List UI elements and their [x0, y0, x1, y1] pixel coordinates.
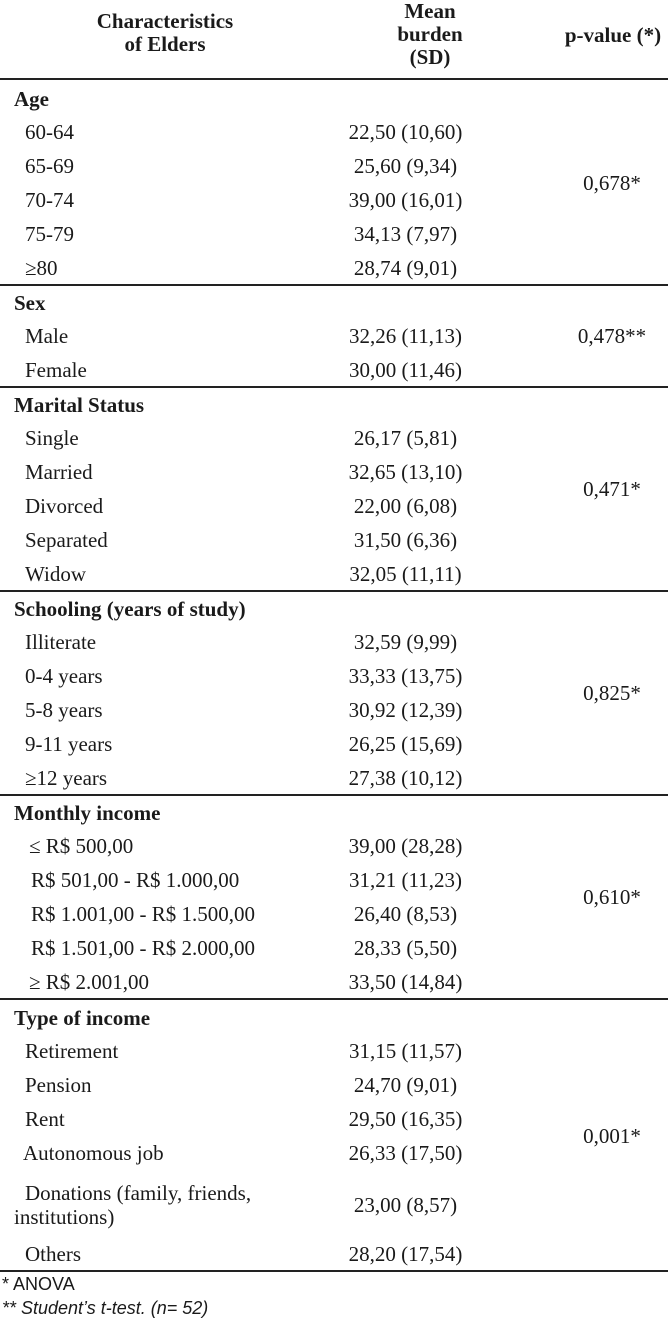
header-mean-burden — [355, 0, 505, 69]
row-label: Divorced — [25, 494, 104, 518]
section-title-marital-status: Marital Status — [14, 393, 145, 417]
footnote-anova: * ANOVA — [2, 1274, 75, 1294]
row-value: 32,26 (11,13) — [349, 324, 462, 348]
row-value: 27,38 (10,12) — [348, 766, 463, 790]
section-divider — [0, 284, 668, 286]
row-label: Widow — [25, 562, 86, 586]
row-value: 28,20 (17,54) — [348, 1242, 463, 1266]
header-mean-line2: burden — [397, 22, 463, 46]
row-label: 0-4 years — [25, 664, 103, 688]
row-value: 23,00 (8,57) — [353, 1193, 458, 1217]
p-value-age: 0,678* — [583, 171, 641, 195]
row-label: ≥80 — [25, 256, 58, 280]
row-label: 60-64 — [25, 120, 74, 144]
row-label: 9-11 years — [25, 732, 113, 756]
row-label: Others — [25, 1242, 81, 1266]
section-title-age: Age — [14, 87, 49, 111]
row-value: 26,25 (15,69) — [348, 732, 463, 756]
row-value: 33,33 (13,75) — [348, 664, 463, 688]
header-characteristics — [60, 10, 270, 56]
row-value: 26,17 (5,81) — [353, 426, 458, 450]
row-value: 32,65 (13,10) — [348, 460, 463, 484]
row-label: Illiterate — [25, 630, 97, 654]
row-label: Single — [25, 426, 79, 450]
row-label: Male — [25, 324, 69, 348]
row-value: 31,50 (6,36) — [353, 528, 458, 552]
header-mean-line1: Mean — [404, 0, 456, 23]
header-characteristics-line2: of Elders — [124, 32, 206, 56]
row-value: 30,92 (12,39) — [348, 698, 463, 722]
row-value: 28,33 (5,50) — [353, 936, 458, 960]
row-label: Female — [25, 358, 87, 382]
row-value: 31,15 (11,57) — [349, 1039, 462, 1063]
header-divider — [0, 78, 668, 80]
row-label-continued: institutions) — [14, 1205, 115, 1229]
p-value-sex: 0,478** — [577, 324, 647, 348]
row-label: 5-8 years — [25, 698, 103, 722]
footnote-t-test: ** Student’s t-test. (n= 52) — [2, 1298, 209, 1318]
row-label: 70-74 — [25, 188, 74, 212]
section-title-schooling: Schooling (years of study) — [14, 597, 246, 621]
header-mean-line3: (SD) — [409, 45, 451, 69]
p-value-marital-status: 0,471* — [583, 477, 641, 501]
section-divider — [0, 794, 668, 796]
row-value: 39,00 (16,01) — [348, 188, 463, 212]
row-value: 30,00 (11,46) — [349, 358, 462, 382]
row-value: 26,33 (17,50) — [348, 1141, 463, 1165]
header-characteristics-line1: Characteristics — [96, 9, 234, 33]
row-label: Separated — [25, 528, 108, 552]
section-title-monthly-income: Monthly income — [14, 801, 161, 825]
row-value: 33,50 (14,84) — [348, 970, 463, 994]
p-value-schooling: 0,825* — [583, 681, 641, 705]
row-label: 65-69 — [25, 154, 74, 178]
row-label: ≥12 years — [25, 766, 108, 790]
section-divider — [0, 386, 668, 388]
row-label: Married — [25, 460, 93, 484]
section-title-sex: Sex — [14, 291, 46, 315]
row-value: 32,05 (11,11) — [349, 562, 462, 586]
section-divider — [0, 590, 668, 592]
row-label: Retirement — [25, 1039, 119, 1063]
row-label: Pension — [25, 1073, 92, 1097]
row-value: 39,00 (28,28) — [348, 834, 463, 858]
row-label: ≤ R$ 500,00 — [29, 834, 134, 858]
header-p-value: p-value (*) — [564, 23, 662, 47]
row-value: 34,13 (7,97) — [353, 222, 458, 246]
table-bottom-rule — [0, 1270, 668, 1272]
row-value: 28,74 (9,01) — [353, 256, 458, 280]
row-value: 22,00 (6,08) — [353, 494, 458, 518]
row-value: 25,60 (9,34) — [353, 154, 458, 178]
row-value: 32,59 (9,99) — [353, 630, 458, 654]
section-title-type-of-income: Type of income — [14, 1006, 151, 1030]
section-divider — [0, 998, 668, 1000]
row-label: Rent — [25, 1107, 65, 1131]
row-value: 22,50 (10,60) — [348, 120, 463, 144]
row-label: R$ 1.501,00 - R$ 2.000,00 — [31, 936, 256, 960]
row-label: 75-79 — [25, 222, 74, 246]
row-value: 26,40 (8,53) — [353, 902, 458, 926]
row-value: 31,21 (11,23) — [349, 868, 462, 892]
row-label: R$ 501,00 - R$ 1.000,00 — [31, 868, 240, 892]
p-value-type-of-income: 0,001* — [583, 1124, 641, 1148]
row-value: 24,70 (9,01) — [353, 1073, 458, 1097]
row-label: Autonomous job — [23, 1141, 164, 1165]
row-value: 29,50 (16,35) — [348, 1107, 463, 1131]
row-label: Donations (family, friends, — [25, 1181, 252, 1205]
row-label: ≥ R$ 2.001,00 — [29, 970, 150, 994]
p-value-monthly-income: 0,610* — [583, 885, 641, 909]
row-label: R$ 1.001,00 - R$ 1.500,00 — [31, 902, 256, 926]
